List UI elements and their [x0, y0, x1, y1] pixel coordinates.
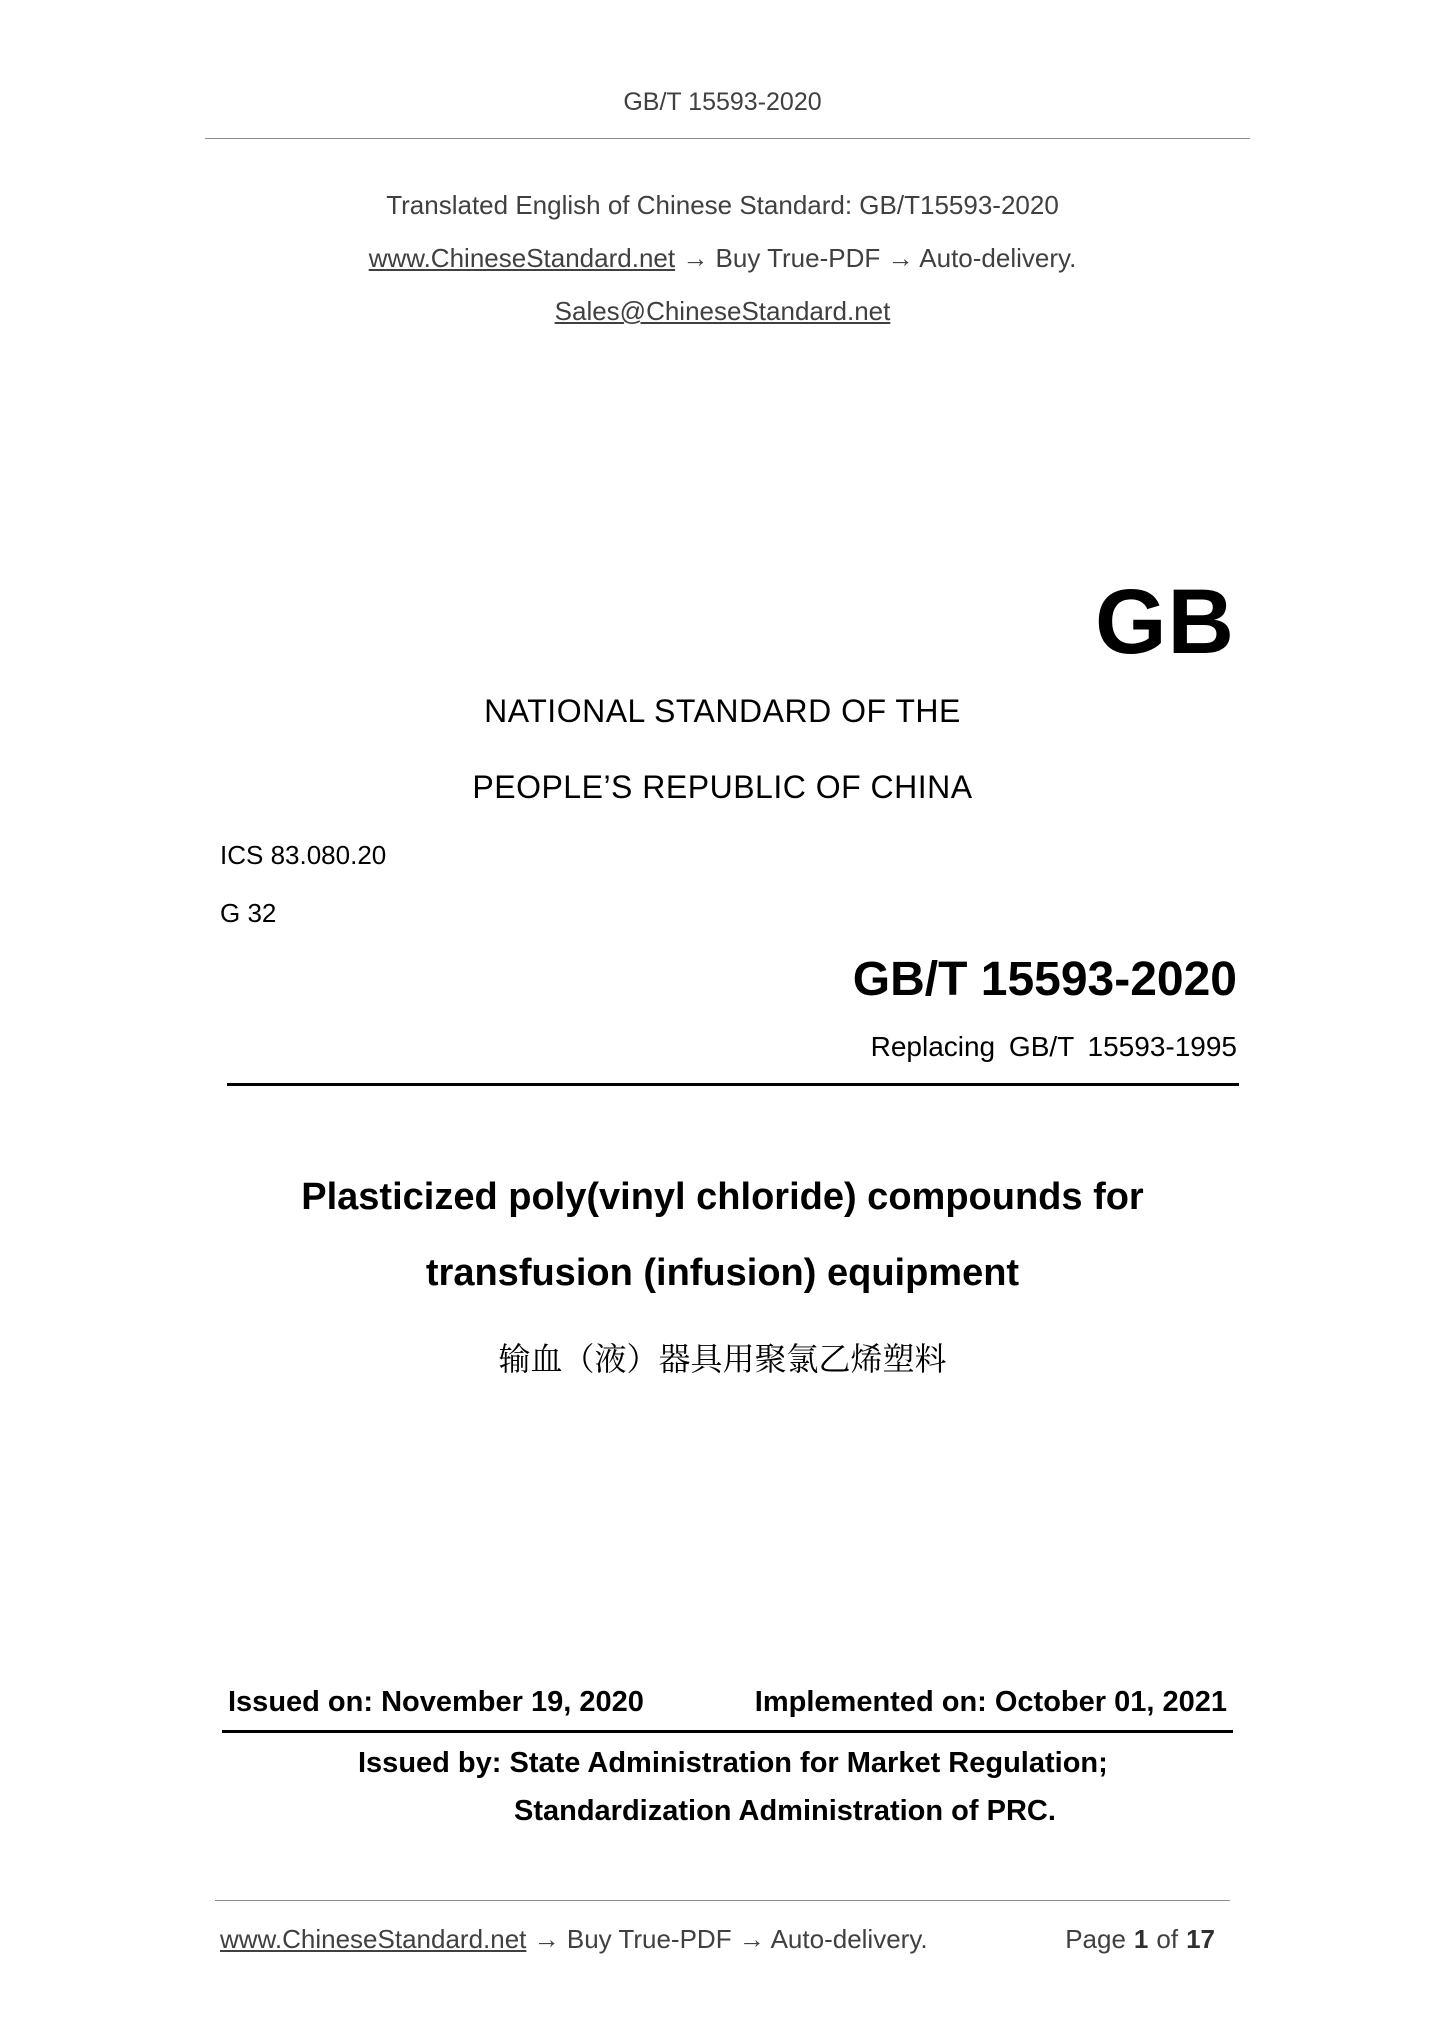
- purchase-line: [0, 243, 1445, 274]
- email-link[interactable]: Sales@ChineseStandard.net: [554, 296, 891, 326]
- footer-site-link[interactable]: www.ChineseStandard.net: [220, 1924, 527, 1954]
- page-current: 1: [1133, 1924, 1149, 1954]
- header-divider: [205, 138, 1250, 139]
- site-link[interactable]: www.ChineseStandard.net: [368, 243, 676, 273]
- ics-code: ICS 83.080.20: [220, 840, 387, 870]
- running-header: GB/T 15593-2020: [623, 88, 822, 116]
- footer-buy-text: → Buy True-PDF → Auto-delivery.: [533, 1924, 928, 1954]
- national-standard-line-1: NATIONAL STANDARD OF THE: [484, 693, 961, 729]
- issued-on-date: Issued on: November 19, 2020: [228, 1686, 644, 1718]
- title-divider: [227, 1083, 1239, 1086]
- footer-purchase-line: [220, 1924, 928, 1955]
- of-label: of: [1156, 1924, 1179, 1954]
- standard-number: GB/T 15593-2020: [852, 953, 1237, 1006]
- replacing-standard: Replacing GB/T 15593-1995: [870, 1031, 1237, 1062]
- gb-logo-mark: GB: [1095, 571, 1235, 673]
- page-label: Page: [1065, 1924, 1126, 1954]
- implemented-on-date: Implemented on: October 01, 2021: [754, 1686, 1227, 1718]
- title-chinese: 输血（液）器具用聚氯乙烯塑料: [498, 1340, 947, 1378]
- page-indicator: [1065, 1924, 1223, 1955]
- buy-text: → Buy True-PDF → Auto-delivery.: [682, 243, 1077, 273]
- ccs-code: G 32: [220, 898, 277, 928]
- email-line: [0, 296, 1445, 327]
- issued-by-line-1: Issued by: State Administration for Market Regulation;: [358, 1747, 1108, 1779]
- dates-divider: [222, 1730, 1233, 1733]
- national-standard-line-2: PEOPLE’S REPUBLIC OF CHINA: [472, 769, 973, 805]
- title-english-line-2: transfusion (infusion) equipment: [425, 1252, 1020, 1294]
- translation-notice: Translated English of Chinese Standard: GB/T15593-2020: [386, 190, 1059, 220]
- title-english-line-1: Plasticized poly(vinyl chloride) compounds for: [301, 1176, 1144, 1218]
- page-total: 17: [1186, 1924, 1215, 1954]
- footer-divider: [215, 1900, 1230, 1901]
- issued-by-line-2: Standardization Administration of PRC.: [514, 1795, 1056, 1827]
